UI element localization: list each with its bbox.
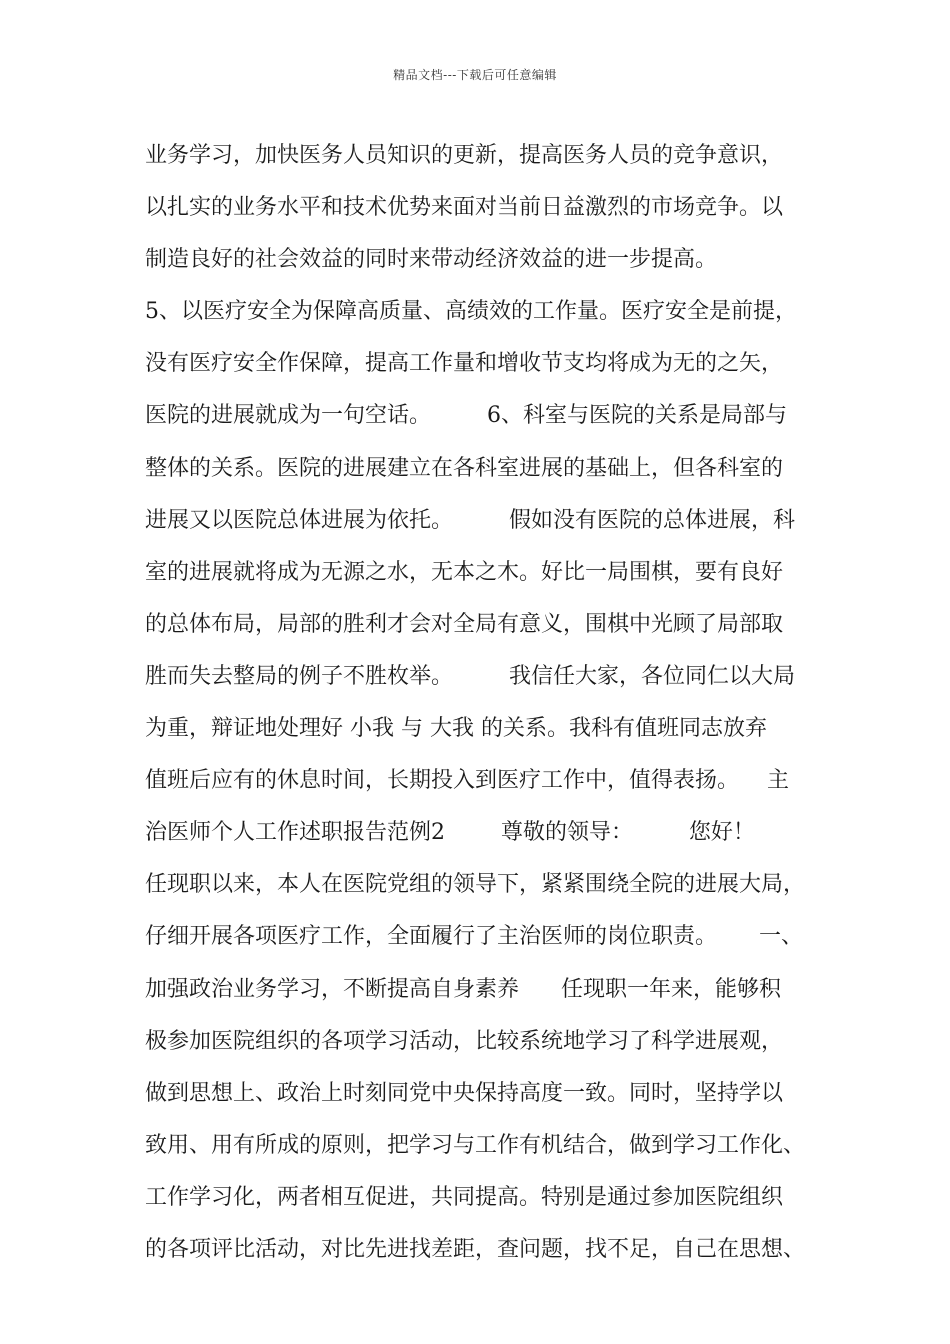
text-line: 室的进展就将成为无源之水，无本之木。好比一局围棋，要有良好 (145, 559, 784, 585)
text-line: 工作学习化，两者相互促进，共同提高。特别是通过参加医院组织 (145, 1184, 784, 1210)
text-line: 以扎实的业务水平和技术优势来面对当前日益激烈的市场竞争。以 (145, 195, 784, 221)
text-line: 任现职以来，本人在医院党组的领导下，紧紧围绕全院的进展大局， (145, 872, 806, 898)
text-line: 致用、用有所成的原则，把学习与工作有机结合，做到学习工作化、 (145, 1132, 806, 1158)
text-line: 的各项评比活动，对比先进找差距，查问题，找不足，自己在思想、 (145, 1236, 806, 1262)
text-line: 治医师个人工作述职报告范例2 尊敬的领导： 您好！ (145, 820, 755, 846)
document-body (145, 130, 835, 1276)
text-line: 仔细开展各项医疗工作，全面履行了主治医师的岗位职责。 一、 (145, 924, 803, 950)
text-line: 胜而失去整局的例子不胜枚举。 我信任大家，各位同仁以大局 (145, 663, 795, 689)
text-line: 整体的关系。医院的进展建立在各科室进展的基础上，但各科室的 (145, 455, 784, 481)
page-header: 精品文档---下载后可任意编辑 (393, 68, 557, 82)
text-line: 加强政治业务学习，不断提高自身素养 任现职一年来，能够积 (145, 976, 781, 1002)
text-line: 业务学习，加快医务人员知识的更新，提高医务人员的竞争意识， (145, 143, 784, 168)
text-line: 极参加医院组织的各项学习活动，比较系统地学习了科学进展观， (145, 1028, 784, 1054)
text-line: 没有医疗安全作保障，提高工作量和增收节支均将成为无的之矢， (145, 351, 784, 377)
text-line: 为重，辩证地处理好 小我 与 大我 的关系。我科有值班同志放弃 (145, 716, 767, 742)
text-line: 值班后应有的休息时间，长期投入到医疗工作中，值得表扬。 主 (145, 768, 789, 794)
text-line: 进展又以医院总体进展为依托。 假如没有医院的总体进展，科 (145, 507, 795, 533)
text-line: 制造良好的社会效益的同时来带动经济效益的进一步提高。 (145, 247, 718, 273)
text-line: 做到思想上、政治上时刻同党中央保持高度一致。同时，坚持学以 (145, 1080, 784, 1106)
text-line: 的总体布局，局部的胜利才会对全局有意义，围棋中光顾了局部取 (145, 611, 784, 637)
text-line: 5、以医疗安全为保障高质量、高绩效的工作量。医疗安全是前提， (145, 299, 797, 325)
text-line: 医院的进展就成为一句空话。 6、科室与医院的关系是局部与 (145, 403, 787, 429)
